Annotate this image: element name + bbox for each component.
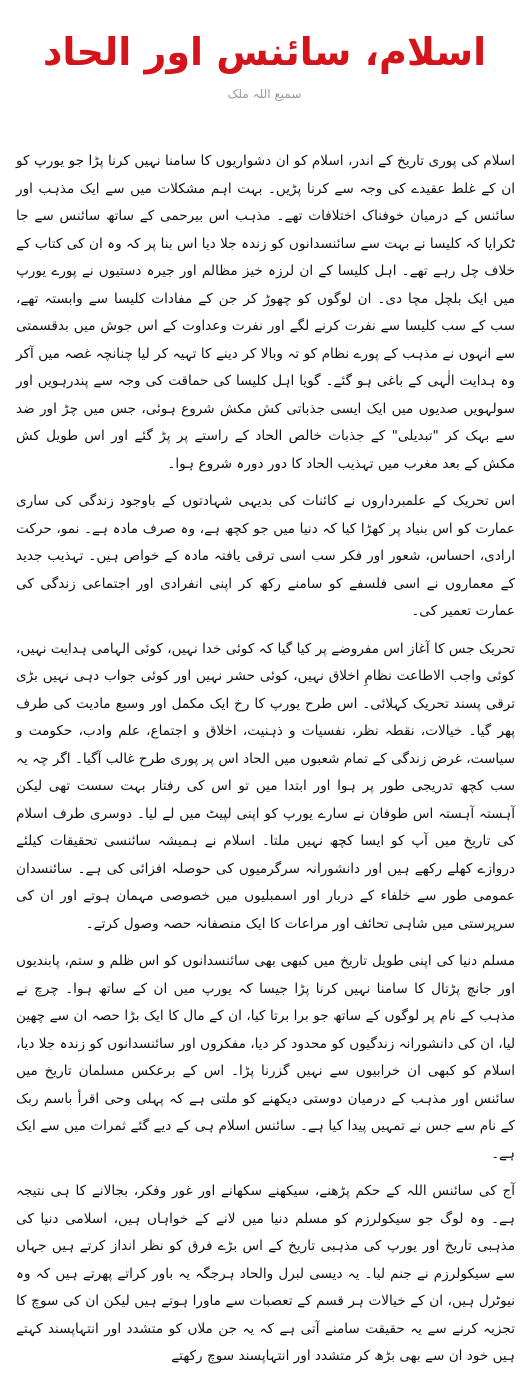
paragraph: اسلام کی پوری تاریخ کے اندر، اسلام کو ان دشواریوں کا سامنا نہیں کرنا پڑا جو یورپ کو ان کے غلط عقیدے کی وجہ سے کرنا پڑیں۔ بہت اہم مشکلات میں سے ایک مذہب اور سائنس کے درمیان خوفناک اختلافات تھے۔ مذہب اس بیرحمی کے ساتھ سائنس سے جا ٹکرایا کہ کلیسا نے بہت سے سائنسدانوں کو زندہ جلا دیا اس بنا پر کہ وہ ان کی کتاب کے خلاف چل رہے تھے۔ اہل کلیسا کے ان لرزہ خیز مظالم اور جیرہ دستیوں نے پورے یورپ میں ایک بلچل مچا دی۔ ان لوگوں کو چھوڑ کر جن کے مفادات کلیسا سے وابستہ تھے، سب کے سب کلیسا سے نفرت کرنے لگے اور نفرت وعداوت کے اس جوش میں بدقسمتی سے انہوں نے مذہب کے پورے نظام کو تہ وبالا کر دینے کا تہیہ کر لیا چنانچہ غصہ میں آکر وہ ہدایت الٰہی کے باغی ہو گئے۔ گویا اہل کلیسا کی حماقت کی وجہ سے پندرہویں اور سولہویں صدیوں میں ایک ایسی جذباتی کش مکش شروع ہوئی، جس میں چڑ اور ضد سے بہک کر "تبدیلی" کے جذبات خالص الحاد کے راستے پر پڑ گئے اور اس طویل کش مکش کے بعد مغرب میں تہذیب الحاد کا دور دورہ شروع ہوا۔: [16, 153, 515, 472]
paragraph: تحریک جس کا آغاز اس مفروضے پر کیا گیا کہ کوئی خدا نہیں، کوئی الہامی ہدایت نہیں، کوئی واجب الاطاعت نظامِ اخلاق نہیں، کوئی حشر نہیں اور کوئی جواب دہی نہیں بڑی ترقی پسند تحریک کہلائی۔ اس طرح یورپ کا رخ ایک مکمل اور وسیع مادیت کی طرف پھر گیا۔ خیالات، نقطہ نظر، نفسیات و ذہنیت، اخلاق و اجتماع، علم وادب، حکومت و سیاست، غرض زندگی کے تمام شعبوں میں الحاد اس پر پوری طرح غالب آگیا۔ اگر چہ یہ سب کچھ تدریجی طور پر ہوا اور ابتدا میں تو اس کی رفتار بہت سست تھی لیکن آہستہ آہستہ اس طوفان نے سارے یورپ کو اپنی لپیٹ میں لے لیا۔ دوسری طرف اسلام کی تاریخ میں آپ کو ایسا کچھ نہیں ملتا۔ اسلام نے ہمیشہ سائنسی تحقیقات کیلئے دروازے کھلے رکھے ہیں اور دانشورانہ سرگرمیوں کی حوصلہ افزائی کی ہے۔ سائنسدان عمومی طور سے خلفاء کے دربار اور اسمبلیوں میں خصوصی مہمان ہوتے اور ان کی سرپرستی میں شاہی تحائف اور مراعات کا ایک منصفانہ حصہ وصول کرتے۔: [16, 640, 515, 932]
paragraph: مسلم دنیا کی اپنی طویل تاریخ میں کبھی بھی سائنسدانوں کو اس ظلم و ستم، پابندیوں اور جانچ پڑتال کا سامنا نہیں کرنا پڑا جیسا کہ یورپ میں ان کے ساتھ ہوا۔ چرچ نے مذہب کے نام پر لوگوں کے ساتھ جو برا برتا کیا، ان کے مال کا ایک بڑا حصہ ان سے چھین لیا، ان کی دانشورانہ زندگیوں کو محدود کر دیا، مفکروں اور سائنسدانوں کو زندہ جلا دیا، اسلام کو کبھی ان خرابیوں سے نہیں گزرنا پڑا۔ اس کے برعکس مسلمان تاریخ میں سائنس اور مذہب کے درمیان دوستی دیکھنے کو ملتی ہے کہ پہلی وحی اقرأ باسم ربک کے نام سے جس نے تمہیں پیدا کیا ہے۔ سائنس اسلام ہی کے دیے گئے ثمرات میں سے ایک ہے۔: [16, 953, 515, 1162]
article-body: [16, 148, 515, 1381]
author-name: سمیع اللہ ملک: [227, 87, 302, 101]
paragraph: آج کی سائنس اللہ کے حکم پڑھنے، سیکھنے سکھانے اور غور وفکر، بجالانے کا ہی نتیجہ ہے۔ وہ لوگ جو سیکولرزم کو مسلم دنیا میں لانے کے خواہاں ہیں، اسلامی دنیا کی مذہبی تاریخ اور یورپ کی مذہبی تاریخ کے اس بڑے فرق کو نظر انداز کرتے ہیں جہاں سے سیکولرزم نے جنم لیا۔ یہ دیسی لبرل والحاد ہرجگہ یہ باور کراتے پھرتے ہیں کہ وہ نیوٹرل ہیں، ان کے خیالات ہر قسم کے تعصبات سے ماورا ہوتے ہیں لیکن ان کی سوچ کا تجزیہ کرنے سے یہ حقیقت سامنے آتی ہے کہ یہ جن ملاں کو متشدد اور انتہاپسند کہتے ہیں خود ان سے بھی بڑھ کر متشدد اور انتہاپسند سوچ رکھتے: [16, 1183, 515, 1364]
paragraph: اس تحریک کے علمبرداروں نے کائنات کی بدیہی شہادتوں کے باوجود زندگی کی ساری عمارت کو اس بنیاد پر کھڑا کیا کہ دنیا میں جو کچھ ہے، وہ صرف مادہ ہے۔ نمو، حرکت ارادی، احساس، شعور اور فکر سب اسی ترقی یافتہ مادہ کے خواص ہیں۔ تہذیب جدید کے معماروں نے اسی فلسفے کو سامنے رکھ کر اپنی انفرادی اور اجتماعی زندگی کی عمارت تعمیر کی۔: [16, 493, 515, 619]
article-title: اسلام، سائنس اور الحاد: [42, 30, 487, 74]
